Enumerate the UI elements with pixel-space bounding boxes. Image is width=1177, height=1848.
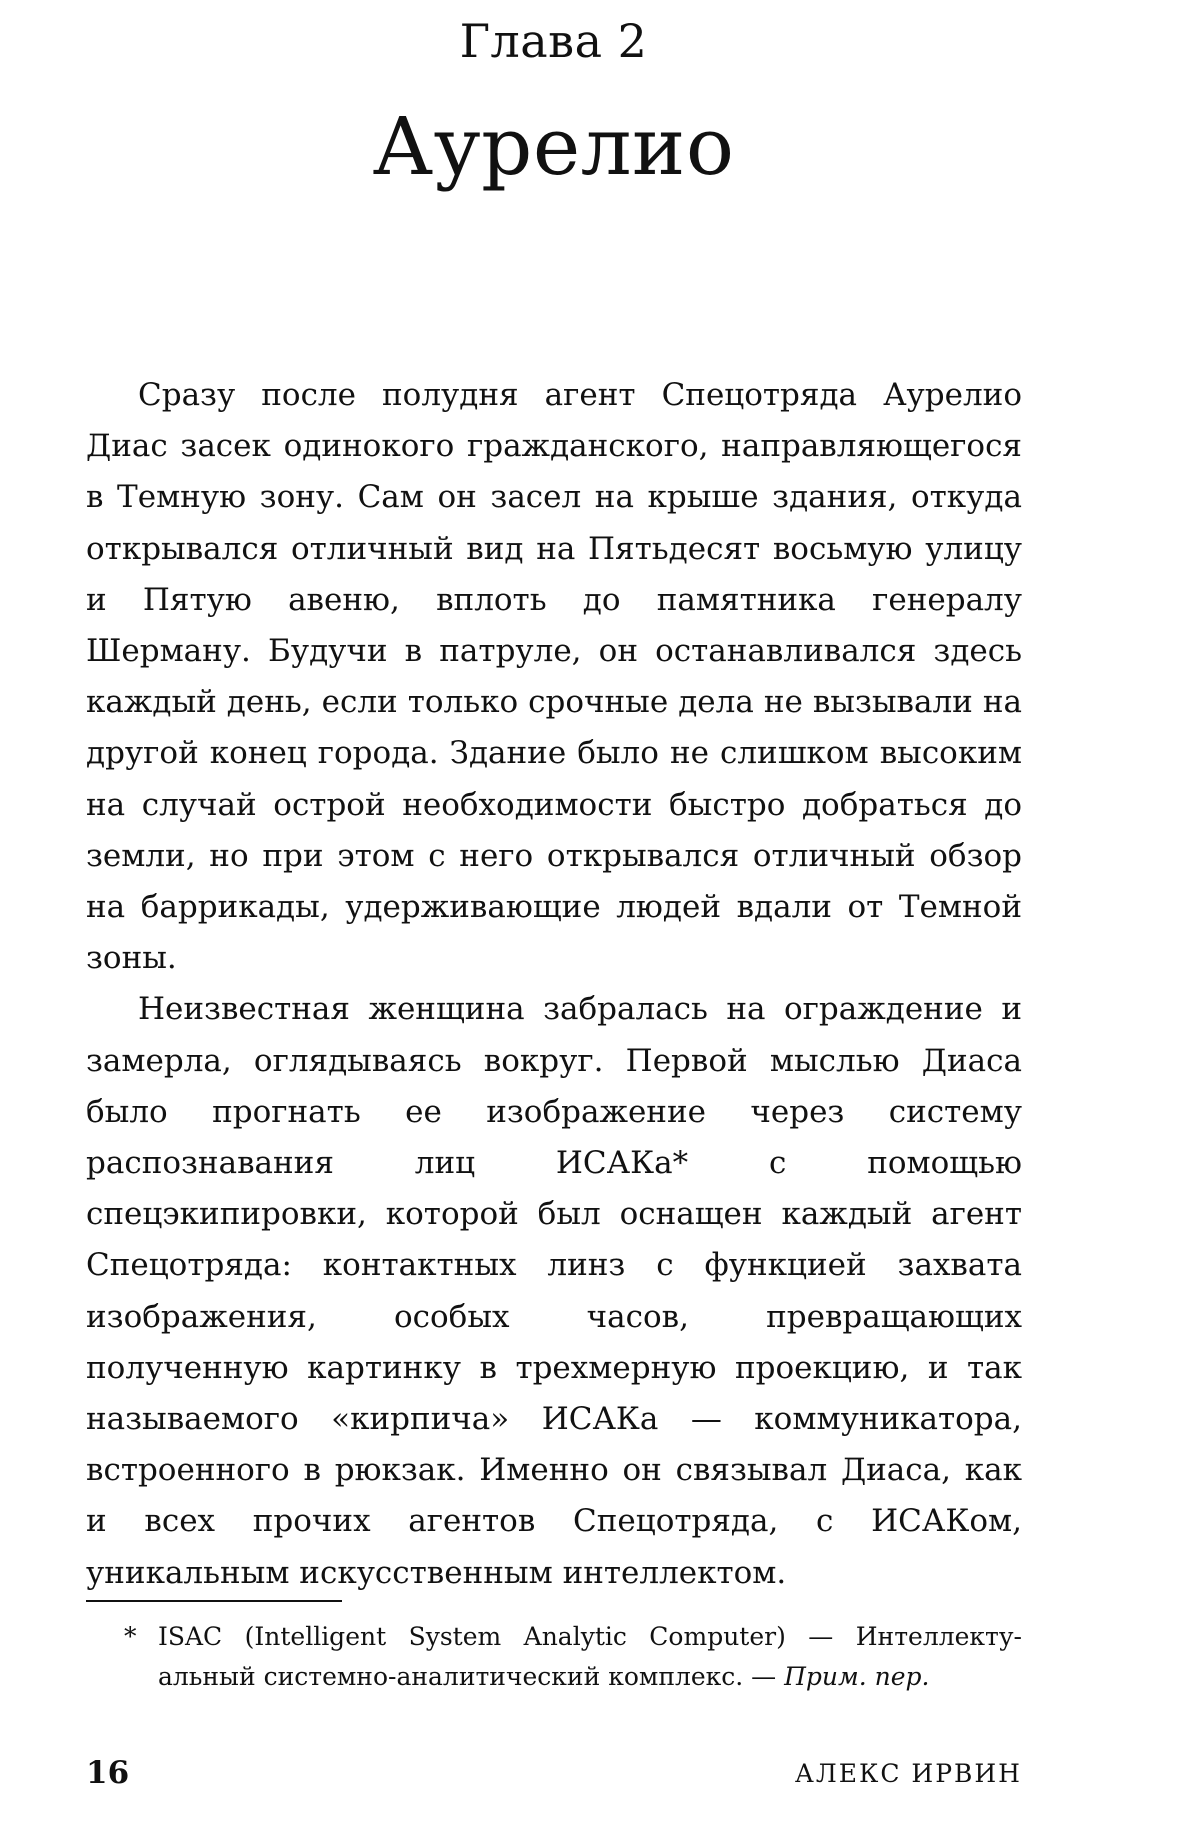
- page-number: 16: [86, 1755, 130, 1791]
- body-text: [86, 370, 1022, 1599]
- paragraph: Неизвестная женщина забралась на ограждение и замерла, оглядываясь вокруг. Первой мыслью Диаса было прогнать ее изображение через систему распознавания лиц ИСАКа* с помощью спецэкипировки, которой был оснащен каждый агент Спецотряда: контактных линз с функцией захвата изображения, особых часов, превращающих полученную картинку в трехмерную проекцию, и так называемого «кирпича» ИСАКа — коммуникатора, встроенного в рюкзак. Именно он связывал Диаса, как и всех прочих агентов Спецотряда, с ИСАКом, уникальным искусственным интеллектом.: [86, 991, 1022, 1591]
- chapter-title: Аурелио: [372, 100, 735, 193]
- footnote-divider: [86, 1600, 342, 1602]
- paragraph: Сразу после полудня агент Спецотряда Аурелио Диас засек одинокого гражданского, направляющегося в Темную зону. Сам он засел на крыше здания, откуда открывался отличный вид на Пятьдесят восьмую улицу и Пятую авеню, вплоть до памятника генералу Шерману. Будучи в патруле, он останавливался здесь каждый день, если только срочные дела не вызывали на другой конец города. Здание было не слишком высоким на случай острой необходимости быстро добраться до земли, но при этом с него открывался отличный обзор на баррикады, удерживающие людей вдали от Темной зоны.: [86, 377, 1022, 977]
- footnote-mark: *: [124, 1622, 137, 1651]
- running-head-author: АЛЕКС ИРВИН: [794, 1759, 1022, 1788]
- footnote: [86, 1617, 1022, 1697]
- footnote-text: [158, 1617, 1022, 1697]
- translator-note: Прим. пер.: [784, 1662, 930, 1691]
- chapter-label: Глава 2: [459, 14, 648, 68]
- footnote-body: ISAC (Intelligent System Analytic Computer) — Интеллектуальный системно-аналитический комплекс. —: [158, 1622, 1022, 1691]
